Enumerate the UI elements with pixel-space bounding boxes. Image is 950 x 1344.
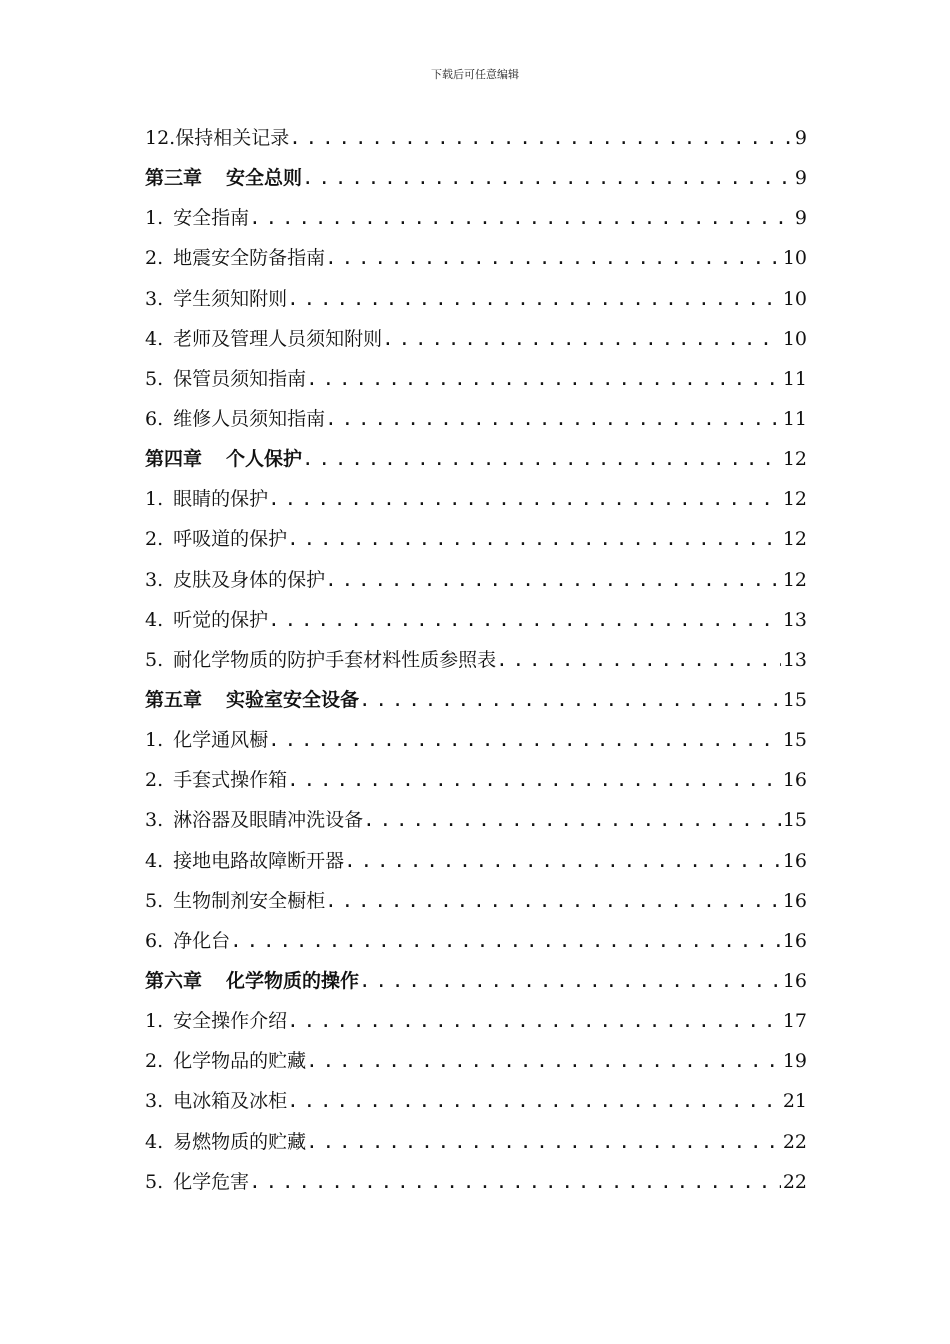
toc-entry-title: 化学物品的贮藏	[173, 1050, 307, 1073]
toc-dot-leader	[249, 198, 793, 238]
toc-dot-leader	[325, 238, 781, 278]
toc-entry-title: 皮肤及身体的保护	[173, 568, 326, 591]
toc-page-number: 16	[782, 929, 807, 952]
toc-entry-title: 电冰箱及冰柜	[173, 1090, 288, 1113]
toc-entry-title: 地震安全防备指南	[173, 247, 326, 270]
toc-page-number: 15	[782, 809, 807, 832]
toc-entry[interactable]	[145, 279, 807, 319]
toc-page-number: 12	[782, 528, 807, 551]
toc-entry-title: 眼睛的保护	[173, 488, 269, 511]
toc-entry[interactable]	[145, 760, 807, 800]
toc-chapter-entry[interactable]	[145, 680, 807, 720]
toc-entry-number: 2.	[145, 528, 164, 551]
toc-page-number: 9	[794, 127, 807, 149]
toc-entry-number: 4.	[145, 608, 164, 631]
toc-entry-number: 5.	[145, 889, 164, 912]
toc-chapter-entry[interactable]	[145, 158, 807, 198]
toc-entry-number: 3.	[145, 568, 164, 591]
toc-page-number: 10	[782, 327, 807, 350]
toc-entry-title: 安全操作介绍	[173, 1010, 288, 1033]
toc-entry-title: 保管员须知指南	[173, 367, 307, 390]
toc-entry-number: 1.	[145, 729, 164, 752]
toc-entry-title: 易燃物质的贮藏	[173, 1130, 307, 1153]
toc-dot-leader	[287, 279, 781, 319]
toc-entry-title: 化学通风橱	[173, 729, 269, 752]
toc-page-number: 9	[794, 167, 807, 190]
toc-dot-leader	[249, 1162, 781, 1202]
toc-dot-leader	[268, 720, 781, 760]
toc-page-number: 11	[782, 367, 807, 390]
toc-entry-number: 3.	[145, 1090, 164, 1113]
toc-entry-number: 第四章	[145, 448, 203, 471]
toc-entry[interactable]	[145, 881, 807, 921]
toc-entry[interactable]	[145, 519, 807, 559]
toc-entry[interactable]	[145, 1041, 807, 1081]
table-of-contents	[145, 118, 807, 1202]
toc-entry[interactable]	[145, 238, 807, 278]
toc-entry-number: 2.	[145, 1050, 164, 1073]
toc-entry-number: 第五章	[145, 688, 203, 711]
toc-entry-title: 个人保护	[226, 448, 303, 471]
toc-entry[interactable]	[145, 1081, 807, 1121]
toc-entry-title: 净化台	[173, 929, 231, 952]
toc-entry[interactable]	[145, 600, 807, 640]
toc-page-number: 10	[782, 247, 807, 270]
toc-dot-leader	[287, 760, 781, 800]
toc-entry-title: 呼吸道的保护	[173, 528, 288, 551]
toc-page-number: 15	[782, 729, 807, 752]
toc-dot-leader	[382, 319, 781, 359]
toc-page-number: 13	[782, 648, 807, 671]
toc-entry-title: 接地电路故障断开器	[173, 849, 345, 872]
toc-page-number: 22	[782, 1130, 807, 1153]
toc-entry-number: 2.	[145, 769, 164, 792]
toc-entry[interactable]	[145, 1162, 807, 1202]
toc-dot-leader	[325, 560, 781, 600]
toc-entry-title: 老师及管理人员须知附则	[173, 327, 383, 350]
toc-dot-leader	[302, 439, 781, 479]
toc-entry[interactable]	[145, 640, 807, 680]
toc-dot-leader	[359, 961, 781, 1001]
toc-page-number: 12	[782, 568, 807, 591]
toc-entry-number: 4.	[145, 1130, 164, 1153]
toc-entry-number: 第六章	[145, 969, 203, 992]
toc-entry-number: 3.	[145, 287, 164, 310]
toc-entry-number: 5.	[145, 648, 164, 671]
toc-entry-title: 生物制剂安全橱柜	[173, 889, 326, 912]
toc-dot-leader	[287, 1001, 781, 1041]
toc-dot-leader	[289, 118, 793, 158]
toc-entry[interactable]	[145, 479, 807, 519]
toc-entry-title: 安全总则	[226, 167, 303, 190]
page-header: 下载后可任意编辑	[431, 68, 519, 81]
toc-page-number: 10	[782, 287, 807, 310]
toc-entry-number: 4.	[145, 849, 164, 872]
toc-entry-title: 化学物质的操作	[226, 969, 360, 992]
toc-entry[interactable]	[145, 399, 807, 439]
toc-page-number: 9	[794, 207, 807, 230]
toc-page-number: 12	[782, 488, 807, 511]
toc-dot-leader	[306, 1041, 781, 1081]
toc-dot-leader	[268, 479, 781, 519]
toc-entry-title: 安全指南	[173, 207, 250, 230]
toc-dot-leader	[325, 881, 781, 921]
toc-entry-title: 维修人员须知指南	[173, 407, 326, 430]
toc-entry-number: 第三章	[145, 167, 203, 190]
toc-entry[interactable]	[145, 198, 807, 238]
toc-entry-title: 12.保持相关记录	[145, 127, 290, 149]
toc-entry[interactable]	[145, 319, 807, 359]
toc-dot-leader	[363, 800, 781, 840]
toc-dot-leader	[344, 841, 781, 881]
toc-entry-number: 4.	[145, 327, 164, 350]
toc-chapter-entry[interactable]	[145, 439, 807, 479]
toc-entry-number: 6.	[145, 407, 164, 430]
toc-dot-leader	[302, 158, 793, 198]
toc-entry-number: 3.	[145, 809, 164, 832]
toc-page-number: 11	[782, 407, 807, 430]
toc-dot-leader	[306, 359, 781, 399]
toc-entry-title: 手套式操作箱	[173, 769, 288, 792]
toc-page-number: 15	[782, 688, 807, 711]
toc-dot-leader	[306, 1122, 781, 1162]
toc-page-number: 13	[782, 608, 807, 631]
toc-entry-title: 化学危害	[173, 1170, 250, 1193]
toc-entry[interactable]	[145, 720, 807, 760]
toc-page-number: 12	[782, 448, 807, 471]
toc-entry-number: 6.	[145, 929, 164, 952]
toc-page-number: 17	[782, 1010, 807, 1033]
toc-entry-number: 1.	[145, 207, 164, 230]
toc-entry-title: 耐化学物质的防护手套材料性质参照表	[173, 648, 497, 671]
toc-entry-title: 听觉的保护	[173, 608, 269, 631]
toc-entry[interactable]	[145, 800, 807, 840]
toc-chapter-entry[interactable]	[145, 961, 807, 1001]
toc-dot-leader	[230, 921, 781, 961]
toc-entry-number: 1.	[145, 1010, 164, 1033]
toc-page-number: 16	[782, 849, 807, 872]
toc-page-number: 16	[782, 889, 807, 912]
toc-entry[interactable]	[145, 1122, 807, 1162]
toc-dot-leader	[287, 519, 781, 559]
toc-dot-leader	[325, 399, 781, 439]
toc-entry-number: 2.	[145, 247, 164, 270]
toc-entry-title: 学生须知附则	[173, 287, 288, 310]
toc-page-number: 21	[782, 1090, 807, 1113]
toc-page-number: 16	[782, 969, 807, 992]
toc-entry[interactable]	[145, 921, 807, 961]
toc-page-number: 19	[782, 1050, 807, 1073]
toc-entry-number: 5.	[145, 367, 164, 390]
toc-entry[interactable]	[145, 560, 807, 600]
toc-dot-leader	[268, 600, 781, 640]
toc-dot-leader	[496, 640, 781, 680]
toc-entry-number: 1.	[145, 488, 164, 511]
toc-entry[interactable]	[145, 841, 807, 881]
toc-dot-leader	[359, 680, 781, 720]
toc-entry-number: 5.	[145, 1170, 164, 1193]
toc-entry-title: 实验室安全设备	[226, 688, 360, 711]
toc-dot-leader	[287, 1081, 781, 1121]
toc-entry[interactable]	[145, 118, 807, 158]
toc-page-number: 22	[782, 1170, 807, 1193]
toc-entry[interactable]	[145, 359, 807, 399]
toc-page-number: 16	[782, 769, 807, 792]
toc-entry-title: 淋浴器及眼睛冲洗设备	[173, 809, 364, 832]
toc-entry[interactable]	[145, 1001, 807, 1041]
